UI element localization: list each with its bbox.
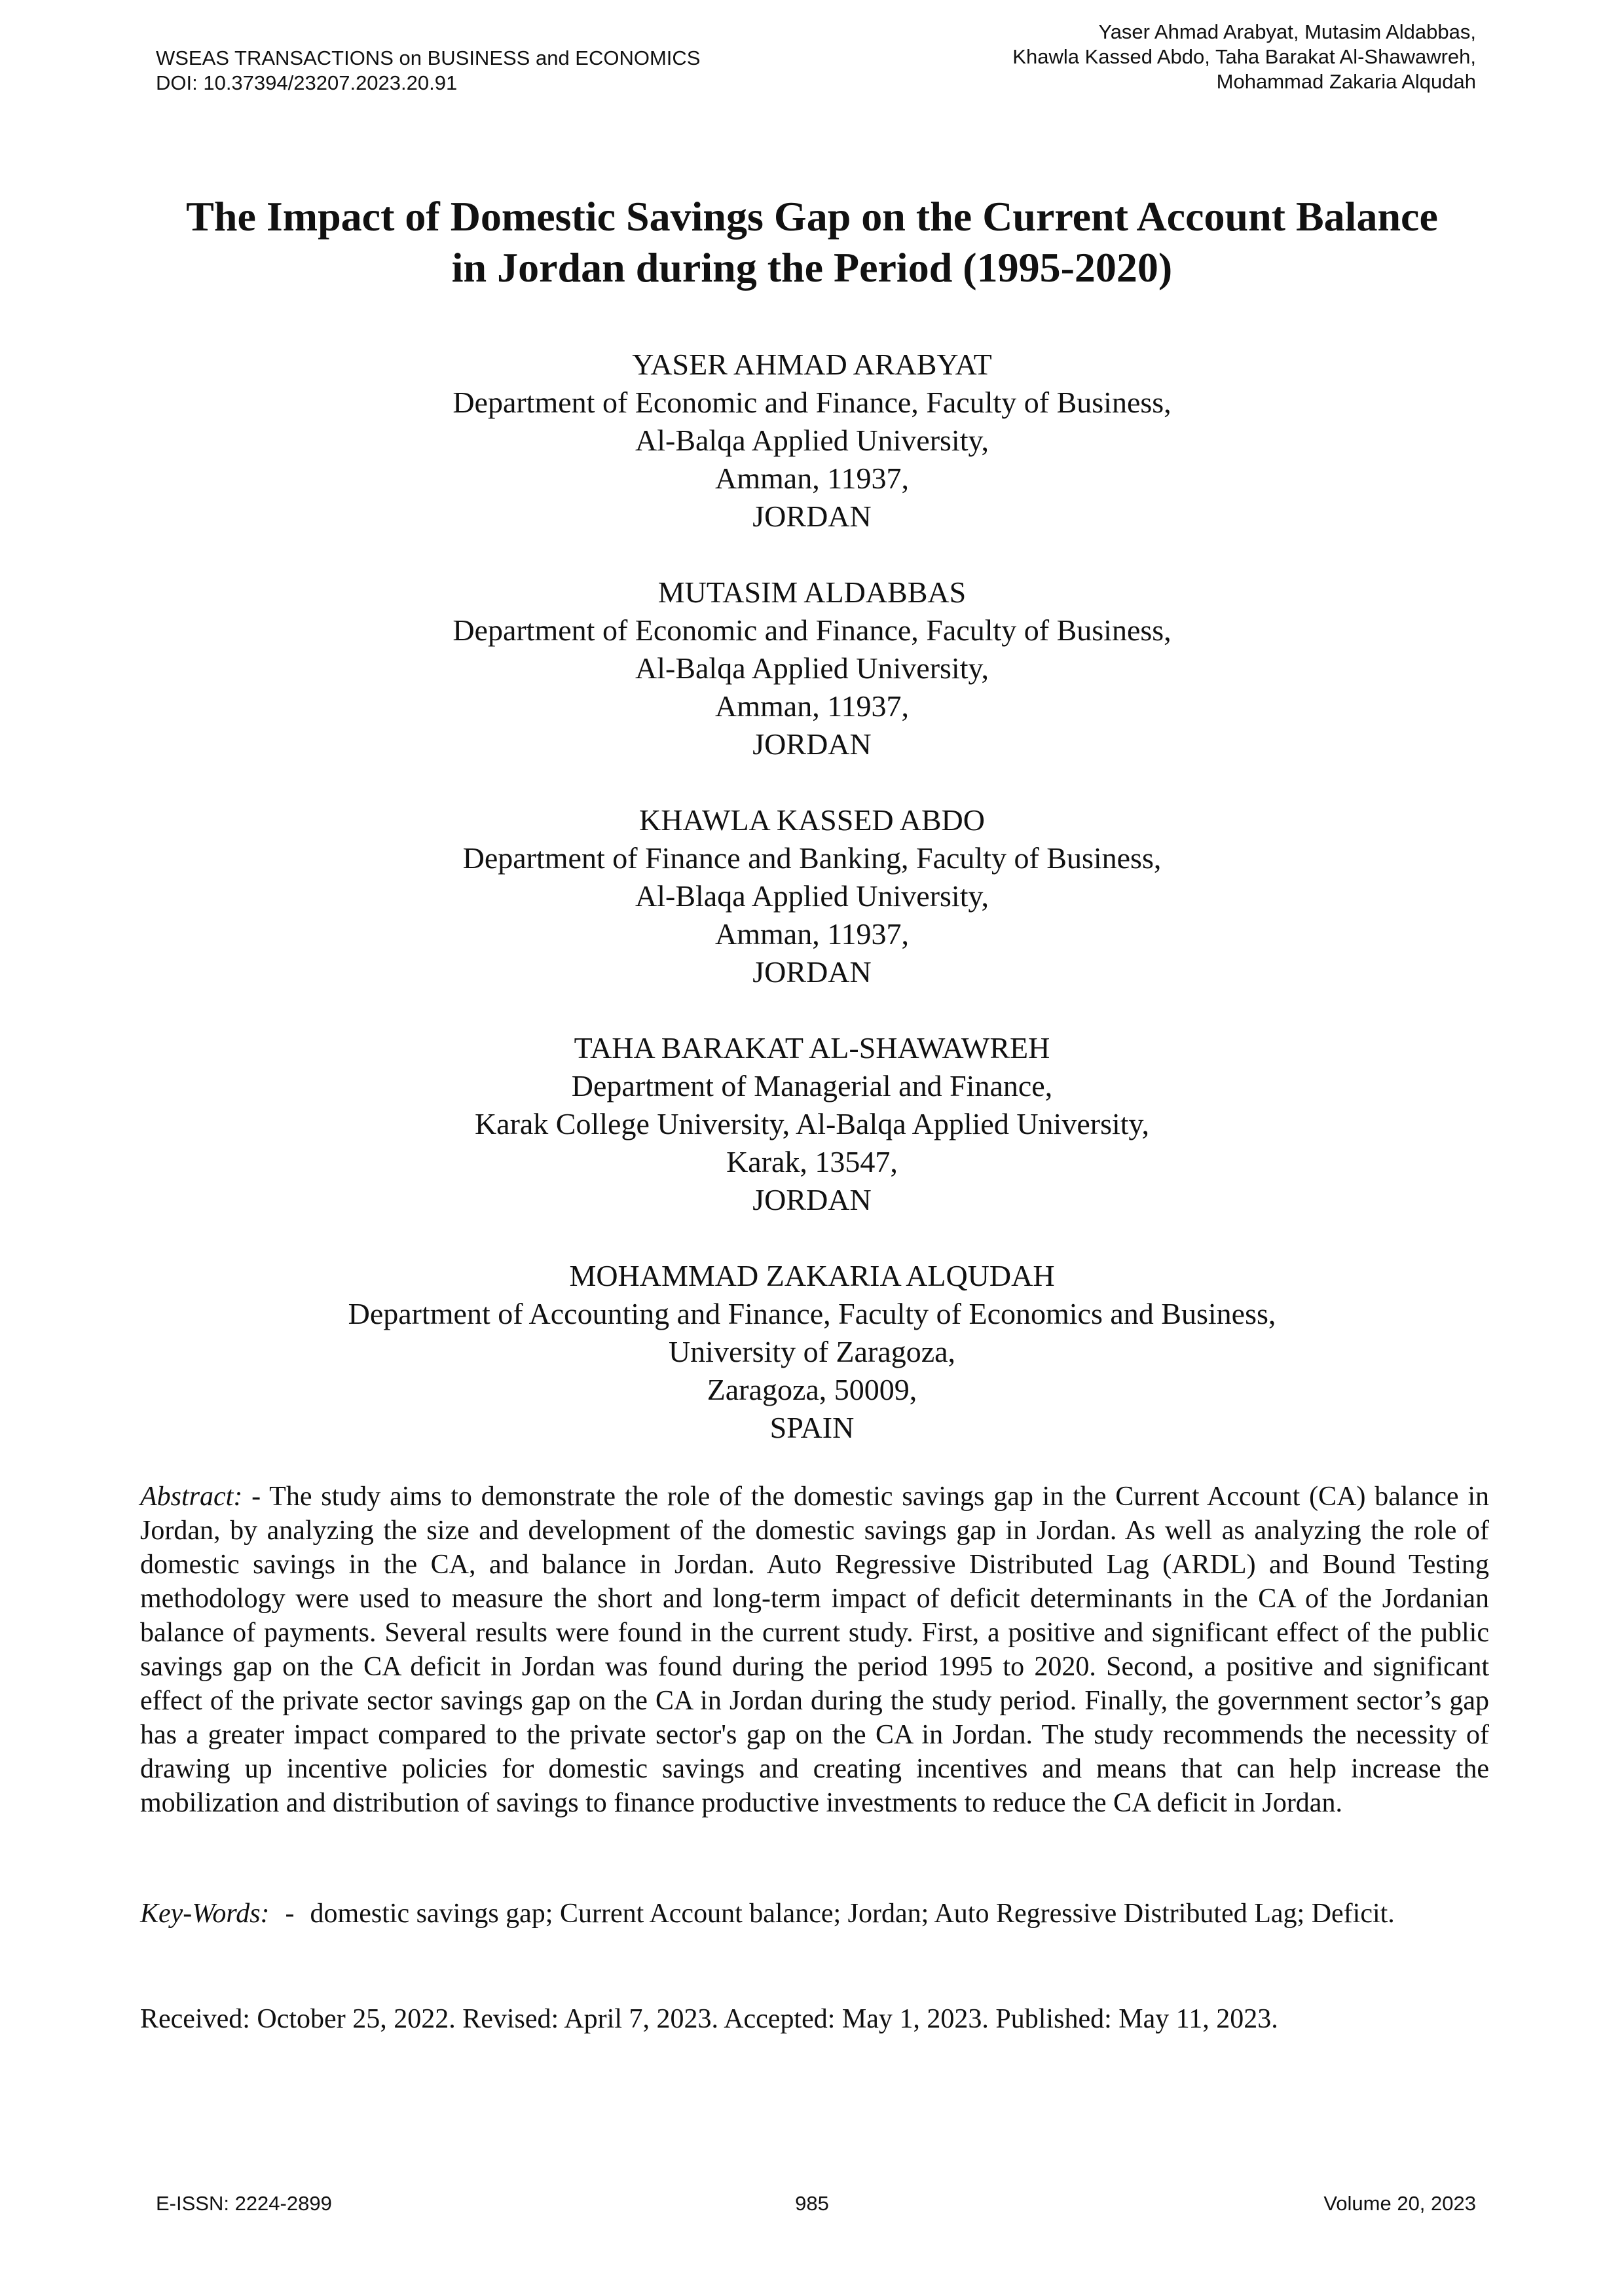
author-name: TAHA BARAKAT AL-SHAWAWREH [574, 1031, 1050, 1065]
author-block [131, 574, 1493, 763]
author-block [131, 346, 1493, 536]
publication-dates: Received: October 25, 2022. Revised: April 7, 2023. Accepted: May 1, 2023. Published: May 11, 2023. [140, 2004, 1278, 2034]
author-name: MOHAMMAD ZAKARIA ALQUDAH [569, 1259, 1055, 1292]
affiliation-line: Zaragoza, 50009, [707, 1373, 917, 1406]
keywords [140, 1897, 1489, 1931]
affiliation-line: Department of Finance and Banking, Faculty of Business, [462, 841, 1162, 875]
title-line: in Jordan during the Period (1995-2020) [451, 244, 1173, 291]
doi: DOI: 10.37394/23207.2023.20.91 [156, 71, 458, 94]
author-block [131, 1257, 1493, 1447]
author-name: KHAWLA KASSED ABDO [639, 803, 985, 837]
author-name: YASER AHMAD ARABYAT [632, 348, 992, 381]
affiliation-line: Karak, 13547, [726, 1145, 898, 1178]
affiliation-country: JORDAN [752, 727, 872, 761]
abstract [140, 1480, 1489, 1820]
affiliation-line: Amman, 11937, [715, 689, 909, 723]
keywords-label: Key-Words: [140, 1899, 270, 1929]
keywords-dash: - [285, 1899, 295, 1929]
running-header-left [156, 46, 700, 96]
header-authors-line: Yaser Ahmad Arabyat, Mutasim Aldabbas, [1098, 20, 1476, 43]
abstract-label: Abstract: [140, 1482, 243, 1512]
affiliation-line: Al-Blaqa Applied University, [635, 879, 989, 913]
affiliation-line: University of Zaragoza, [668, 1335, 956, 1368]
affiliation-line: Department of Economic and Finance, Faculty of Business, [452, 613, 1172, 647]
author-block [131, 801, 1493, 991]
affiliation-line: Al-Balqa Applied University, [635, 651, 989, 685]
affiliation-country: JORDAN [752, 500, 872, 533]
affiliation-line: Al-Balqa Applied University, [635, 424, 989, 457]
header-authors-line: Mohammad Zakaria Alqudah [1216, 70, 1476, 93]
affiliation-line: Department of Accounting and Finance, Faculty of Economics and Business, [348, 1297, 1276, 1330]
affiliation-country: JORDAN [752, 1183, 872, 1216]
affiliation-line: Karak College University, Al-Balqa Applied University, [474, 1107, 1150, 1140]
author-name: MUTASIM ALDABBAS [657, 575, 967, 609]
footer-volume: Volume 20, 2023 [1323, 2192, 1476, 2215]
running-header-authors [1012, 20, 1476, 94]
affiliation-country: JORDAN [752, 955, 872, 989]
abstract-text: - The study aims to demonstrate the role of the domestic savings gap in the Current Account (CA) balance in Jordan, by analyzing the size and development of the domestic savings gap in Jordan. As well as analyzing the role of domestic savings in the CA, and balance in Jordan. Auto Regressive Distributed Lag (ARDL) and Bound Testing methodology were used to measure the short and long-term impact of deficit determinants in the CA of the Jordanian balance of payments. Several results were found in the current study. First, a positive and significant effect of the public savings gap on the CA deficit in Jordan was found during the period 1995 to 2020. Second, a positive and significant effect of the private sector savings gap on the CA in Jordan during the study period. Finally, the government sector’s gap has a greater impact compared to the private sector's gap on the CA in Jordan. The study recommends the necessity of drawing up incentive policies for domestic savings and creating incentives and means that can help increase the mobilization and distribution of savings to finance productive investments to reduce the CA deficit in Jordan. [140, 1482, 1489, 1818]
title-line: The Impact of Domestic Savings Gap on the Current Account Balance [186, 193, 1438, 240]
author-list [131, 346, 1493, 1485]
keywords-text: domestic savings gap; Current Account balance; Jordan; Auto Regressive Distributed Lag; Deficit. [310, 1899, 1395, 1929]
paper-title [131, 191, 1493, 293]
affiliation-line: Department of Economic and Finance, Faculty of Business, [452, 386, 1172, 419]
author-block [131, 1029, 1493, 1219]
affiliation-line: Amman, 11937, [715, 462, 909, 495]
affiliation-country: SPAIN [769, 1411, 855, 1444]
journal-name: WSEAS TRANSACTIONS on BUSINESS and ECONOMICS [156, 46, 701, 69]
footer-issn: E-ISSN: 2224-2899 [156, 2192, 332, 2215]
affiliation-line: Department of Managerial and Finance, [571, 1069, 1053, 1102]
page-number: 985 [795, 2192, 829, 2215]
header-authors-line: Khawla Kassed Abdo, Taha Barakat Al-Shawawreh, [1012, 45, 1476, 68]
affiliation-line: Amman, 11937, [715, 917, 909, 951]
